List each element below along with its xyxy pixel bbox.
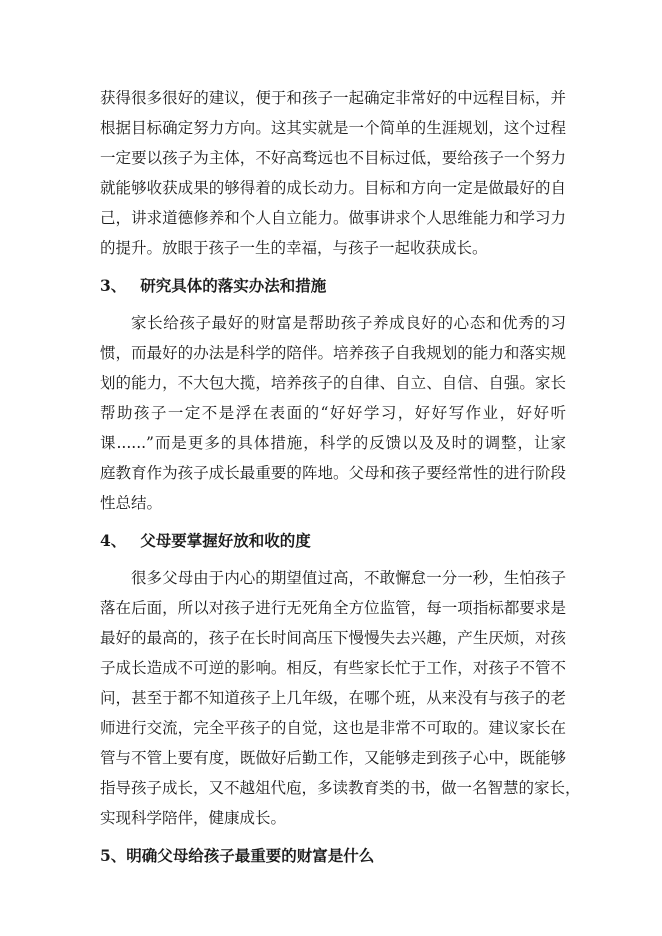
section3-line-4: 帮助孩子一定不是浮在表面的“好好学习，好好写作业，好好听 [100,404,566,422]
section3-line-5: 课......”而是更多的具体措施，科学的反馈以及及时的调整，让家 [100,434,566,452]
section4-line-1: 很多父母由于内心的期望值过高，不敢懈怠一分一秒，生怕孩子 [131,569,566,587]
section4-number: 4、 [100,531,127,550]
section5-heading: 5、明确父母给孩子最重要的财富是什么 [100,846,375,865]
section3-line-7: 性总结。 [100,494,163,512]
section4-line-9: 实现科学陪伴，健康成长。 [100,809,287,827]
section3-line-2: 惯，而最好的办法是科学的陪伴。培养孩子自我规划的能力和落实规 [100,344,566,362]
section3-title: 研究具体的落实办法和措施 [140,276,327,295]
section4-line-3: 最好的最高的，孩子在长时间高压下慢慢失去兴趣，产生厌烦，对孩 [100,629,566,647]
section3-line-1: 家长给孩子最好的财富是帮助孩子养成良好的心态和优秀的习 [131,314,566,332]
section4-line-6: 师进行交流，完全平孩子的自觉，这也是非常不可取的。建议家长在 [100,719,566,737]
section3-line-6: 庭教育作为孩子成长最重要的阵地。父母和孩子要经常性的进行阶段 [100,464,566,482]
section3-heading [100,276,326,296]
intro-line-3: 一定要以孩子为主体，不好高骛远也不目标过低，要给孩子一个努力 [100,149,566,167]
section4-line-8: 指导孩子成长，又不越俎代庖，多读教育类的书，做一名智慧的家长， [100,779,581,797]
intro-line-1: 获得很多很好的建议，便于和孩子一起确定非常好的中远程目标，并 [100,89,566,107]
section4-line-2: 落在后面，所以对孩子进行无死角全方位监管，每一项指标都要求是 [100,599,566,617]
section4-line-5: 问，甚至于都不知道孩子上几年级，在哪个班，从来没有与孩子的老 [100,689,566,707]
section4-line-7: 管与不管上要有度，既做好后勤工作，又能够走到孩子心中，既能够 [100,749,566,767]
intro-line-5: 己，讲求道德修养和个人自立能力。做事讲求个人思维能力和学习力 [100,209,566,227]
section3-line-3: 划的能力，不大包大揽，培养孩子的自律、自立、自信、自强。家长 [100,374,566,392]
section4-heading [100,531,311,551]
intro-line-2: 根据目标确定努力方向。这其实就是一个简单的生涯规划，这个过程 [100,119,566,137]
intro-line-4: 就能够收获成果的够得着的成长动力。目标和方向一定是做最好的自 [100,179,566,197]
section3-number: 3、 [100,276,127,295]
intro-line-6: 的提升。放眼于孩子一生的幸福，与孩子一起收获成长。 [100,239,488,257]
section4-title: 父母要掌握好放和收的度 [140,531,311,550]
section4-line-4: 子成长造成不可逆的影响。相反，有些家长忙于工作，对孩子不管不 [100,659,566,677]
